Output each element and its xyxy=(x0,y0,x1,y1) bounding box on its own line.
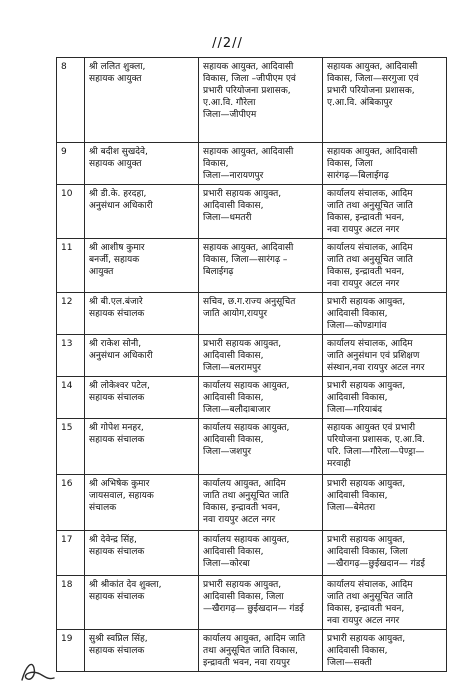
current-posting-line: जिला—बलौदाबाजार xyxy=(203,405,271,415)
officer-name-cell xyxy=(85,293,199,335)
new-posting-cell xyxy=(323,377,447,419)
current-posting-line: आदिवासी विकास, जिला xyxy=(203,592,284,602)
new-posting-line: प्रभारी परियोजना प्रशासक, xyxy=(327,86,415,96)
new-posting-line: कार्यालय संचालक, आदिम xyxy=(327,580,413,590)
officer-name-line: श्री अभिषेक कुमार xyxy=(89,479,150,489)
new-posting-line: नवा रायपुर अटल नगर xyxy=(327,279,400,289)
officer-name-line: बनर्जी, सहायक xyxy=(89,255,140,265)
new-posting-cell xyxy=(323,293,447,335)
transfer-table xyxy=(56,57,447,672)
new-posting-line: जिला—कोण्डागांव xyxy=(327,321,387,331)
officer-name-line: सुश्री स्वप्निल सिंह, xyxy=(89,634,148,644)
new-posting-cell xyxy=(323,58,447,143)
serial-number: 18 xyxy=(57,576,85,630)
officer-name-line: संचालक xyxy=(89,503,117,513)
serial-number: 12 xyxy=(57,293,85,335)
current-posting-line: विकास, इन्द्रावती भवन, xyxy=(203,503,281,513)
officer-name-line: श्री देवेन्द्र सिंह, xyxy=(89,535,137,545)
new-posting-line: विकास, इन्द्रावती भवन, xyxy=(327,213,405,223)
officer-name-line: श्री गोपेश मनहर, xyxy=(89,423,144,433)
new-posting-line: प्रभारी सहायक आयुक्त, xyxy=(327,297,406,307)
current-posting-line: आदिवासी विकास, xyxy=(203,201,264,211)
current-posting-line: जिला—बलरामपुर xyxy=(203,363,261,373)
new-posting-cell xyxy=(323,475,447,531)
officer-name-cell xyxy=(85,239,199,293)
new-posting-line: जाति तथा अनुसूचित जाति xyxy=(327,255,413,265)
current-posting-line: जिला—नारायणपुर xyxy=(203,171,264,181)
table-row xyxy=(57,377,447,419)
current-posting-cell xyxy=(199,335,323,377)
officer-name-cell xyxy=(85,335,199,377)
current-posting-line: नवा रायपुर अटल नगर xyxy=(203,515,276,525)
new-posting-line: विकास, इन्द्रावती भवन, xyxy=(327,267,405,277)
table-row xyxy=(57,58,447,143)
page-number: //2// xyxy=(212,36,243,51)
officer-name-cell xyxy=(85,143,199,185)
current-posting-line: प्रभारी सहायक आयुक्त, xyxy=(203,339,282,349)
current-posting-line: कार्यालय सहायक आयुक्त, xyxy=(203,381,290,391)
officer-name-line: सहायक संचालक xyxy=(89,592,145,602)
officer-name-cell xyxy=(85,531,199,576)
current-posting-line: तथा अनुसूचित जाति विकास, xyxy=(203,646,298,656)
current-posting-cell xyxy=(199,475,323,531)
table-row xyxy=(57,630,447,672)
current-posting-line: जाति तथा अनुसूचित जाति xyxy=(203,491,289,501)
new-posting-line: प्रभारी सहायक आयुक्त, xyxy=(327,535,406,545)
new-posting-line: मरवाही xyxy=(327,459,351,469)
current-posting-line: आदिवासी विकास, xyxy=(203,547,264,557)
officer-name-line: श्री राकेश सोनी, xyxy=(89,339,142,349)
serial-number: 17 xyxy=(57,531,85,576)
new-posting-line: प्रभारी सहायक आयुक्त, xyxy=(327,634,406,644)
new-posting-line: आदिवासी विकास, xyxy=(327,491,388,501)
new-posting-cell xyxy=(323,335,447,377)
serial-number: 11 xyxy=(57,239,85,293)
officer-name-line: श्री श्रीकांत देव शुक्ला, xyxy=(89,580,162,590)
current-posting-line: —खैरागढ़— छुईखदान— गंडई xyxy=(203,604,304,614)
officer-name-line: अनुसंधान अधिकारी xyxy=(89,201,153,211)
current-posting-line: जाति आयोग,रायपुर xyxy=(203,309,268,319)
serial-number: 13 xyxy=(57,335,85,377)
new-posting-line: आदिवासी विकास, xyxy=(327,309,388,319)
new-posting-line: परियोजना प्रशासक, ए.आ.वि. xyxy=(327,435,425,445)
table-row xyxy=(57,531,447,576)
new-posting-line: कार्यालय संचालक, आदिम xyxy=(327,339,413,349)
officer-name-line: श्री डी.के. हरदहा, xyxy=(89,189,147,199)
current-posting-cell xyxy=(199,185,323,239)
new-posting-line: सहायक आयुक्त, आदिवासी xyxy=(327,62,418,72)
signature-mark xyxy=(18,652,58,686)
new-posting-line: जाति तथा अनुसूचित जाति xyxy=(327,592,413,602)
new-posting-line: जाति अनुसंधान एवं प्रशिक्षण xyxy=(327,351,420,361)
new-posting-line: आदिवासी विकास, जिला xyxy=(327,547,408,557)
officer-name-cell xyxy=(85,58,199,143)
new-posting-line: ए.आ.वि. अंबिकापुर xyxy=(327,98,393,108)
new-posting-line: परि. जिला—गौरेला—पेण्ड्रा— xyxy=(327,447,425,457)
officer-name-line: सहायक संचालक xyxy=(89,435,145,445)
officer-name-line: सहायक संचालक xyxy=(89,646,145,656)
new-posting-cell xyxy=(323,419,447,475)
current-posting-line: सहायक आयुक्त, आदिवासी xyxy=(203,147,294,157)
table-row xyxy=(57,475,447,531)
current-posting-line: ए.आ.वि. गौरेला xyxy=(203,98,256,108)
officer-name-line: सहायक संचालक xyxy=(89,393,145,403)
table-row xyxy=(57,293,447,335)
officer-name-line: सहायक आयुक्त xyxy=(89,159,142,169)
current-posting-cell xyxy=(199,58,323,143)
current-posting-line: सहायक आयुक्त, आदिवासी xyxy=(203,243,294,253)
current-posting-line: प्रभारी परियोजना प्रशासक, xyxy=(203,86,291,96)
new-posting-line: संस्थान,नवा रायपुर अटल नगर xyxy=(327,363,425,373)
officer-name-line: सहायक संचालक xyxy=(89,309,145,319)
current-posting-cell xyxy=(199,143,323,185)
new-posting-line: सहायक आयुक्त एवं प्रभारी xyxy=(327,423,416,433)
current-posting-line: जिला—जशपुर xyxy=(203,447,252,457)
new-posting-line: प्रभारी सहायक आयुक्त, xyxy=(327,381,406,391)
current-posting-line: विकास, जिला—सारंगढ़ – xyxy=(203,255,288,265)
current-posting-line: कार्यालय सहायक आयुक्त, xyxy=(203,423,290,433)
new-posting-line: विकास, जिला xyxy=(327,159,373,169)
table-row xyxy=(57,185,447,239)
new-posting-line: कार्यालय संचालक, आदिम xyxy=(327,243,413,253)
serial-number: 15 xyxy=(57,419,85,475)
current-posting-line: कार्यालय आयुक्त, आदिम xyxy=(203,479,286,489)
new-posting-line: विकास, जिला—सरगुजा एवं xyxy=(327,74,419,84)
new-posting-line: कार्यालय संचालक, आदिम xyxy=(327,189,413,199)
new-posting-cell xyxy=(323,576,447,630)
table-row xyxy=(57,576,447,630)
current-posting-cell xyxy=(199,239,323,293)
officer-name-cell xyxy=(85,185,199,239)
table-row xyxy=(57,143,447,185)
new-posting-line: प्रभारी सहायक आयुक्त, xyxy=(327,479,406,489)
new-posting-line: सहायक आयुक्त, आदिवासी xyxy=(327,147,418,157)
current-posting-line: कार्यालय सहायक आयुक्त, xyxy=(203,535,290,545)
new-posting-cell xyxy=(323,239,447,293)
current-posting-line: आदिवासी विकास, xyxy=(203,435,264,445)
new-posting-cell xyxy=(323,630,447,672)
new-posting-cell xyxy=(323,185,447,239)
table-row xyxy=(57,239,447,293)
current-posting-line: जिला—कोरबा xyxy=(203,559,250,569)
officer-name-line: जायसवाल, सहायक xyxy=(89,491,154,501)
officer-name-cell xyxy=(85,377,199,419)
officer-name-line: आयुक्त xyxy=(89,267,114,277)
current-posting-line: सचिव, छ.ग.राज्य अनुसूचित xyxy=(203,297,296,307)
current-posting-line: सहायक आयुक्त, आदिवासी xyxy=(203,62,294,72)
officer-name-line: सहायक संचालक xyxy=(89,547,145,557)
new-posting-line: विकास, इन्द्रावती भवन, xyxy=(327,604,405,614)
officer-name-line: श्री बदीश सुखदेवे, xyxy=(89,147,148,157)
new-posting-line: नवा रायपुर अटल नगर xyxy=(327,616,400,626)
current-posting-cell xyxy=(199,576,323,630)
new-posting-line: —खैरागढ़—छुईखदान— गंडई xyxy=(327,559,425,569)
officer-name-cell xyxy=(85,475,199,531)
new-posting-line: आदिवासी विकास, xyxy=(327,393,388,403)
current-posting-line: जिला—धमतरी xyxy=(203,213,252,223)
current-posting-cell xyxy=(199,630,323,672)
table-row xyxy=(57,335,447,377)
officer-name-line: श्री आशीष कुमार xyxy=(89,243,145,253)
new-posting-line: जिला—बेमेतरा xyxy=(327,503,376,513)
new-posting-cell xyxy=(323,143,447,185)
serial-number: 8 xyxy=(57,58,85,143)
new-posting-line: नवा रायपुर अटल नगर xyxy=(327,225,400,235)
officer-name-cell xyxy=(85,419,199,475)
officer-name-line: श्री लोकेश्वर पटेल, xyxy=(89,381,150,391)
new-posting-line: जाति तथा अनुसूचित जाति xyxy=(327,201,413,211)
current-posting-cell xyxy=(199,377,323,419)
current-posting-line: आदिवासी विकास, xyxy=(203,351,264,361)
current-posting-line: जिला—जीपीएम xyxy=(203,110,257,120)
serial-number: 9 xyxy=(57,143,85,185)
officer-name-line: श्री बी.एल.बंजारे xyxy=(89,297,143,307)
officer-name-cell xyxy=(85,630,199,672)
current-posting-line: प्रभारी सहायक आयुक्त, xyxy=(203,189,282,199)
new-posting-line: जिला—सक्ती xyxy=(327,658,372,668)
current-posting-cell xyxy=(199,293,323,335)
officer-name-line: अनुसंधान अधिकारी xyxy=(89,351,153,361)
table-row xyxy=(57,419,447,475)
current-posting-line: विकास, xyxy=(203,159,229,169)
officer-name-line: श्री ललित शुक्ला, xyxy=(89,62,146,72)
new-posting-line: आदिवासी विकास, xyxy=(327,646,388,656)
current-posting-line: आदिवासी विकास, xyxy=(203,393,264,403)
new-posting-line: जिला—गरियाबंद xyxy=(327,405,382,415)
officer-name-cell xyxy=(85,576,199,630)
new-posting-line: सारंगढ़—बिलाईगढ़ xyxy=(327,171,389,181)
current-posting-line: विकास, जिला –जीपीएम एवं xyxy=(203,74,296,84)
serial-number: 19 xyxy=(57,630,85,672)
current-posting-line: कार्यालय आयुक्त, आदिम जाति xyxy=(203,634,306,644)
current-posting-line: बिलाईगढ़ xyxy=(203,267,234,277)
serial-number: 10 xyxy=(57,185,85,239)
current-posting-line: इन्द्रावती भवन, नवा रायपुर xyxy=(203,658,290,668)
serial-number: 14 xyxy=(57,377,85,419)
serial-number: 16 xyxy=(57,475,85,531)
new-posting-cell xyxy=(323,531,447,576)
officer-name-line: सहायक आयुक्त xyxy=(89,74,142,84)
current-posting-line: प्रभारी सहायक आयुक्त, xyxy=(203,580,282,590)
current-posting-cell xyxy=(199,419,323,475)
current-posting-cell xyxy=(199,531,323,576)
